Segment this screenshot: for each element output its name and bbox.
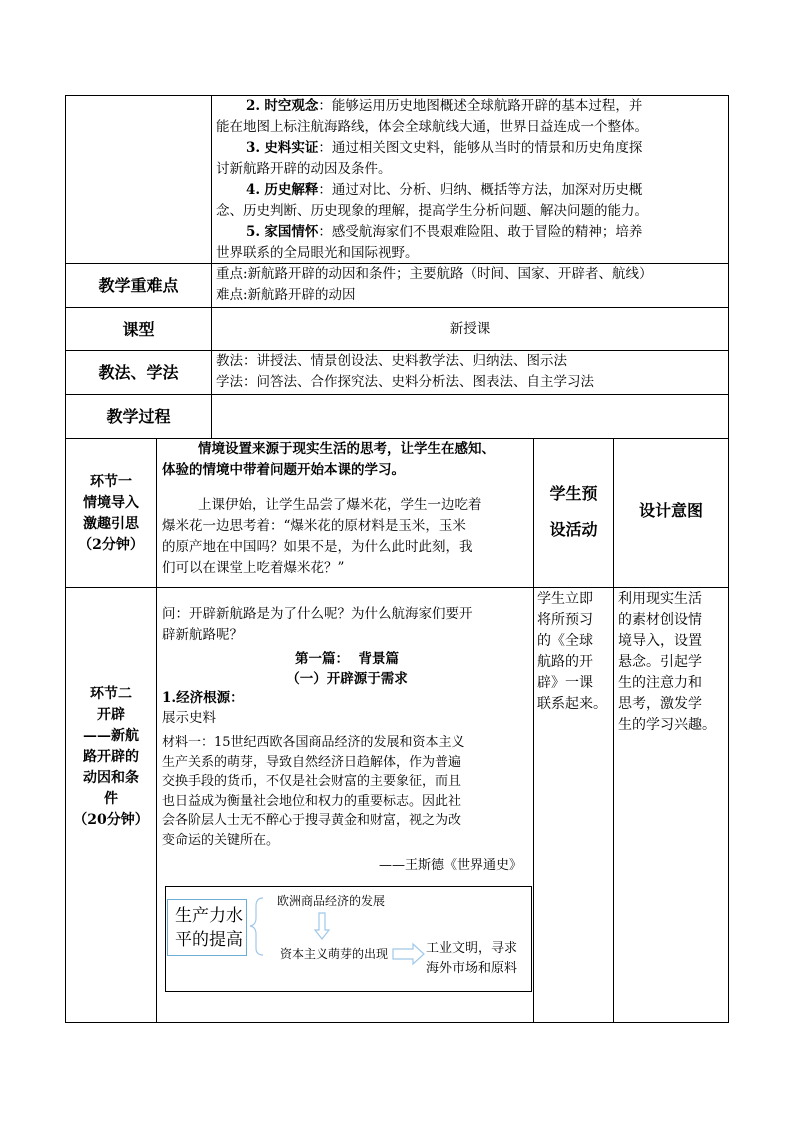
section1-para-line: 上课伊始，让学生品尝了爆米花，学生一边吃着 [198, 497, 482, 513]
diagram-result-line: 工业文明，寻求 [426, 941, 518, 956]
diagram-main-box [167, 899, 247, 956]
learning-methods: 学法：问答法、合作探究法、史料分析法、图表法、自主学习法 [216, 374, 594, 390]
objective-text: ：能够运用历史地图概述全球航路开辟的基本过程，并 [318, 98, 643, 114]
objective-title: 时空观念 [264, 98, 319, 114]
section1-content [162, 439, 532, 579]
student-activity-text [537, 589, 613, 715]
student-line: 的《全球 [537, 633, 593, 649]
section2-label-line: 环节二 [90, 686, 132, 702]
objective-4-cont: 念、历史判断、历史现象的理解，提高学生分析问题、解决问题的能力。 [216, 203, 648, 219]
diagram-result-line: 海外市场和原料 [426, 961, 518, 976]
section1-bold-line: 情境设置来源于现实生活的思考，让学生在感知、 [198, 441, 495, 457]
header-line: 学生预 [549, 484, 598, 503]
objectives-cell [216, 96, 726, 264]
objective-text: ：感受航海家们不畏艰难险阻、敢于冒险的精神；培养 [318, 224, 643, 240]
design-line: 生的学习兴趣。 [618, 717, 716, 733]
diagram-top-text: 欧洲商品经济的发展 [277, 894, 386, 908]
objective-title: 史料实证 [264, 140, 319, 156]
section1-label-line: 激趣引思 [83, 516, 139, 532]
student-line: 联系起来。 [537, 696, 607, 712]
section1-para-line: 的原产地在中国吗？如果不是，为什么此时此刻，我 [162, 539, 473, 555]
section2-content [162, 604, 532, 728]
economic-roots-heading: 1.经济根源： [162, 690, 244, 706]
objective-text: ：通过相关图文史料，能够从当时的情景和历史角度探 [318, 140, 643, 156]
section2-label [66, 684, 156, 831]
student-line: 航路的开 [537, 654, 593, 670]
header-line: 设活动 [549, 520, 598, 539]
objective-title: 家国情怀 [264, 224, 319, 240]
spacer [162, 481, 532, 495]
objective-5-cont: 世界联系的全局眼光和国际视野。 [216, 245, 419, 261]
objective-3-cont: 讨新航路开辟的动因及条件。 [216, 161, 392, 177]
col-divider-label [156, 438, 157, 1023]
material-line: 变命运的关键所在。 [162, 832, 280, 848]
part-title: 第一篇： 背景篇 [295, 651, 399, 667]
objective-4 [216, 180, 726, 201]
material-line: 材料一：15世纪西欧各国商品经济的发展和资本主义 [162, 735, 465, 750]
material-line: 生产关系的萌芽，导致自然经济日趋解体，作为普遍 [162, 754, 462, 770]
student-line: 将所预习 [537, 612, 593, 628]
lesson-type-label: 课型 [122, 319, 155, 339]
objective-2 [216, 96, 726, 117]
question-line: 辟新航路呢？ [162, 627, 243, 643]
diagram-main-line: 生产力水 [175, 906, 243, 926]
row-line-6 [65, 587, 729, 588]
objective-5 [216, 222, 726, 243]
material-line: 交换手段的货币，不仅是社会财富的主要象征，而且 [162, 774, 462, 789]
section2-label-line: ——新航 [83, 728, 139, 744]
section2-label-line: 件 [104, 791, 118, 807]
section2-label-line: （20分钟） [73, 812, 149, 828]
objective-num: 5. [246, 224, 261, 240]
key-point-difficulty: 难点:新航路开辟的动因 [216, 287, 356, 303]
process-label: 教学过程 [106, 407, 171, 426]
material-line: 也日益成为衡量社会地位和权力的重要标志。因此社 [162, 793, 462, 809]
objective-num: 4. [246, 182, 261, 198]
key-points-cell [216, 264, 726, 306]
show-material: 展示史料 [162, 710, 216, 726]
material-line: 会各阶层人士无不醉心于搜寻黄金和财富，视之为改 [162, 813, 462, 828]
design-line: 的素材创设情 [618, 612, 702, 628]
teaching-methods: 教法：讲授法、情景创设法、史料教学法、归纳法、图示法 [216, 353, 567, 369]
section1-label-line: （2分钟） [78, 537, 144, 553]
design-intent-text [618, 589, 728, 736]
section2-label-line: 动因和条 [83, 770, 139, 786]
question-line: 问：开辟新航路是为了什么呢？为什么航海家们要开 [162, 606, 473, 622]
design-line: 悬念。引起学 [618, 654, 702, 670]
diagram-result-text [426, 939, 517, 979]
objective-3 [216, 138, 726, 159]
student-line: 学生立即 [537, 591, 593, 607]
key-point-focus: 重点:新航路开辟的动因和条件；主要航路（时间、国家、开辟者、航线） [216, 266, 653, 282]
table-border-right [728, 95, 729, 1023]
material-source: ——王斯德《世界通史》 [378, 858, 522, 873]
sub-title: （一）开辟源于需求 [286, 671, 408, 687]
material-one [162, 733, 532, 876]
section2-label-line: 开辟 [97, 707, 125, 723]
lesson-type-value: 新授课 [449, 320, 491, 337]
objective-title: 历史解释 [264, 182, 319, 198]
section2-label-line: 路开辟的 [83, 749, 139, 765]
objective-num: 3. [246, 140, 261, 156]
methods-cell [216, 351, 726, 393]
objective-num: 2. [246, 98, 261, 114]
student-activity-header [534, 476, 613, 548]
table-border-left [65, 95, 66, 1023]
section1-bold-line: 体验的情境中带着问题开始本课的学习。 [162, 462, 405, 478]
section1-para-line: 爆米花一边思考着：“爆米花的原材料是玉米，玉米 [162, 518, 466, 534]
diagram-middle-text: 资本主义萌芽的出现 [280, 947, 389, 961]
section1-para-line: 们可以在课堂上吃着爆米花？” [162, 560, 345, 576]
section1-label [66, 472, 156, 556]
key-points-label: 教学重难点 [98, 276, 179, 295]
objective-text: ：通过对比、分析、归纳、概括等方法，加深对历史概 [318, 182, 643, 198]
student-line: 辟》一课 [537, 675, 593, 691]
col-divider-student [613, 438, 614, 1023]
design-line: 思考，激发学 [618, 696, 702, 712]
methods-label: 教法、学法 [98, 363, 179, 382]
design-intent-header: 设计意图 [638, 501, 703, 520]
section1-label-line: 环节一 [90, 474, 132, 490]
col-divider-top [211, 95, 212, 438]
design-line: 利用现实生活 [618, 591, 702, 607]
section1-label-line: 情境导入 [83, 495, 139, 511]
objective-2-cont: 能在地图上标注航海路线，体会全球航线大通，世界日益连成一个整体。 [216, 119, 648, 135]
design-line: 生的注意力和 [618, 675, 702, 691]
table-border-bottom [65, 1022, 729, 1023]
diagram-main-line: 平的提高 [175, 930, 243, 950]
design-line: 境导入，设置 [618, 633, 702, 649]
